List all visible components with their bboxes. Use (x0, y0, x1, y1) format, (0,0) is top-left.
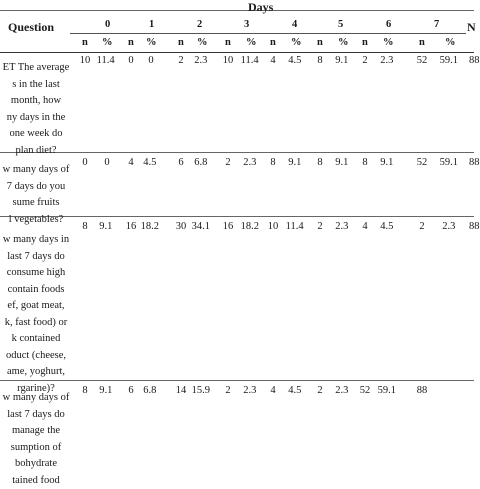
n-cell: 2 (317, 386, 322, 397)
question-line: ET The average (0, 60, 78, 77)
pct-cell: 4.5 (288, 386, 301, 397)
question-line: ame, yoghurt, (0, 364, 78, 381)
pct-cell: 0 (148, 56, 153, 67)
day-label-0: 0 (105, 20, 110, 31)
pct-cell: 2.3 (442, 222, 455, 233)
question-line: oduct (cheese, (0, 348, 78, 365)
pct-cell: 15.9 (192, 386, 210, 397)
question-line: last 7 days do (0, 407, 78, 424)
question-cell (0, 162, 78, 228)
question-line: w many days in (0, 232, 78, 249)
n-cell: 8 (362, 158, 367, 169)
question-line: last 7 days do (0, 249, 78, 266)
pct-cell: 2.3 (194, 56, 207, 67)
question-line: sume fruits (0, 195, 78, 212)
question-line: plan diet? (0, 143, 78, 160)
question-line: ef, goat meat, (0, 298, 78, 315)
question-line: k contained (0, 331, 78, 348)
pct-cell: 2.3 (335, 386, 348, 397)
pct-cell: 9.1 (99, 222, 112, 233)
n-cell: 10 (80, 56, 91, 67)
n-cell: 0 (128, 56, 133, 67)
pct-cell: 59.1 (440, 56, 458, 67)
pct-cell: 6.8 (143, 386, 156, 397)
question-line: w many days of (0, 390, 78, 407)
pct-label: % (146, 38, 157, 49)
n-label: n (128, 38, 134, 49)
pct-label: % (291, 38, 302, 49)
n-cell: 52 (360, 386, 371, 397)
n-cell: 2 (419, 222, 424, 233)
question-line: 7 days do you (0, 179, 78, 196)
question-line: contain foods (0, 282, 78, 299)
n-label: n (362, 38, 368, 49)
n-cell: 16 (126, 222, 137, 233)
n-cell: 0 (82, 158, 87, 169)
trailing-header: N (467, 21, 476, 33)
pct-cell: 4.5 (143, 158, 156, 169)
pct-cell: 9.1 (335, 158, 348, 169)
n-cell: 8 (270, 158, 275, 169)
question-line: k, fast food) or (0, 315, 78, 332)
n-label: n (419, 38, 425, 49)
header-bottom-rule (0, 52, 474, 53)
n-cell: 2 (362, 56, 367, 67)
n-cell: 4 (128, 158, 133, 169)
question-line: sumption of (0, 440, 78, 457)
question-line: rgarine)? (0, 381, 78, 398)
n-label: n (225, 38, 231, 49)
question-cell (0, 390, 78, 489)
n-label: n (317, 38, 323, 49)
pct-cell: 4.5 (380, 222, 393, 233)
pct-label: % (383, 38, 394, 49)
pct-cell: 9.1 (99, 386, 112, 397)
pct-cell: 0 (104, 158, 109, 169)
pct-cell: 11.4 (286, 222, 304, 233)
n-cell: 10 (268, 222, 279, 233)
total-cell: 88 (469, 158, 480, 169)
pct-cell: 2.3 (243, 386, 256, 397)
n-cell: 4 (270, 386, 275, 397)
n-cell: 52 (417, 56, 428, 67)
question-line: consume high (0, 265, 78, 282)
question-cell (0, 60, 78, 159)
n-cell: 4 (270, 56, 275, 67)
n-cell: 10 (223, 56, 234, 67)
n-cell: 14 (176, 386, 187, 397)
pct-cell: 2.3 (335, 222, 348, 233)
pct-cell: 6.8 (194, 158, 207, 169)
question-line: ny days in the (0, 110, 78, 127)
pct-cell: 11.4 (97, 56, 115, 67)
pct-cell: 9.1 (288, 158, 301, 169)
n-cell: 52 (417, 158, 428, 169)
day-label-5: 5 (338, 20, 343, 31)
question-line: one week do (0, 126, 78, 143)
question-line: bohydrate (0, 456, 78, 473)
question-line: s in the last (0, 77, 78, 94)
day-label-3: 3 (244, 20, 249, 31)
question-line: w many days of (0, 162, 78, 179)
question-line: month, how (0, 93, 78, 110)
day-label-1: 1 (149, 20, 154, 31)
n-cell: 8 (317, 56, 322, 67)
n-cell: 6 (178, 158, 183, 169)
question-line: manage the (0, 423, 78, 440)
n-cell: 8 (82, 386, 87, 397)
day-label-6: 6 (386, 20, 391, 31)
n-label: n (178, 38, 184, 49)
total-cell: 88 (469, 222, 480, 233)
n-cell: 6 (128, 386, 133, 397)
pct-cell: 18.2 (241, 222, 259, 233)
n-cell: 4 (362, 222, 367, 233)
pct-cell: 59.1 (378, 386, 396, 397)
n-cell: 2 (225, 386, 230, 397)
pct-cell: 11.4 (241, 56, 259, 67)
pct-cell: 18.2 (141, 222, 159, 233)
n-cell: 8 (82, 222, 87, 233)
pct-cell: 9.1 (335, 56, 348, 67)
pct-label: % (338, 38, 349, 49)
question-header: Question (8, 21, 54, 33)
pct-cell: 2.3 (380, 56, 393, 67)
pct-cell: 34.1 (192, 222, 210, 233)
n-cell: 2 (317, 222, 322, 233)
days-underline (70, 33, 466, 34)
day-label-4: 4 (292, 20, 297, 31)
pct-cell: 2.3 (243, 158, 256, 169)
question-line: tained food (0, 473, 78, 489)
n-cell: 88 (417, 386, 428, 397)
n-cell: 2 (225, 158, 230, 169)
days-header: Days (248, 1, 273, 13)
n-cell: 8 (317, 158, 322, 169)
pct-label: % (246, 38, 257, 49)
pct-label: % (102, 38, 113, 49)
pct-cell: 4.5 (288, 56, 301, 67)
top-rule (0, 10, 474, 11)
question-line: l vegetables? (0, 212, 78, 229)
total-cell: 88 (469, 56, 480, 67)
pct-label: % (445, 38, 456, 49)
pct-cell: 9.1 (380, 158, 393, 169)
pct-cell: 59.1 (440, 158, 458, 169)
n-cell: 2 (178, 56, 183, 67)
pct-label: % (197, 38, 208, 49)
question-cell (0, 232, 78, 397)
day-label-7: 7 (434, 20, 439, 31)
n-label: n (82, 38, 88, 49)
n-label: n (270, 38, 276, 49)
n-cell: 30 (176, 222, 187, 233)
day-label-2: 2 (197, 20, 202, 31)
n-cell: 16 (223, 222, 234, 233)
